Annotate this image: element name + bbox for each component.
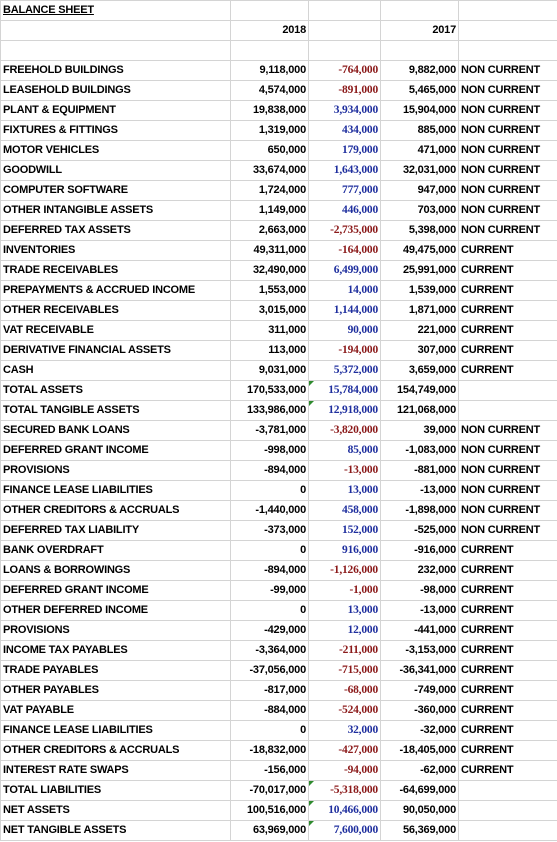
difference-cell[interactable]: 6,499,000 <box>309 261 381 281</box>
classification-cell[interactable]: CURRENT <box>459 261 557 281</box>
table-row <box>1 341 557 361</box>
difference-cell[interactable]: 13,000 <box>309 481 381 501</box>
difference-cell[interactable]: 10,466,000 <box>309 801 381 821</box>
value-2018-cell[interactable]: 0 <box>231 721 309 741</box>
table-row <box>1 721 557 741</box>
value-2017-cell[interactable]: -525,000 <box>381 521 459 541</box>
classification-cell[interactable]: NON CURRENT <box>459 421 557 441</box>
classification-cell[interactable]: CURRENT <box>459 641 557 661</box>
classification-cell[interactable]: NON CURRENT <box>459 221 557 241</box>
value-2017-cell[interactable]: 39,000 <box>381 421 459 441</box>
classification-cell[interactable]: CURRENT <box>459 341 557 361</box>
difference-cell[interactable]: -764,000 <box>309 61 381 81</box>
classification-cell[interactable]: CURRENT <box>459 321 557 341</box>
value-2018-cell[interactable]: -998,000 <box>231 441 309 461</box>
value-2018-cell[interactable]: 133,986,000 <box>231 401 309 421</box>
sheet-body <box>1 1 557 841</box>
table-row <box>1 561 557 581</box>
account-label-cell[interactable]: CASH <box>1 361 231 381</box>
classification-cell[interactable]: CURRENT <box>459 281 557 301</box>
value-2018-cell[interactable]: -99,000 <box>231 581 309 601</box>
account-label-cell[interactable]: TRADE RECEIVABLES <box>1 261 231 281</box>
difference-cell[interactable]: -891,000 <box>309 81 381 101</box>
table-row <box>1 381 557 401</box>
classification-cell[interactable]: CURRENT <box>459 301 557 321</box>
table-row <box>1 701 557 721</box>
value-2018-cell[interactable]: 9,118,000 <box>231 61 309 81</box>
difference-cell[interactable]: -3,820,000 <box>309 421 381 441</box>
value-2018-cell[interactable]: 49,311,000 <box>231 241 309 261</box>
classification-cell[interactable]: NON CURRENT <box>459 201 557 221</box>
classification-cell[interactable]: NON CURRENT <box>459 441 557 461</box>
account-label-cell[interactable]: SECURED BANK LOANS <box>1 421 231 441</box>
value-2017-cell[interactable]: 947,000 <box>381 181 459 201</box>
difference-cell[interactable]: 12,918,000 <box>309 401 381 421</box>
value-2017-cell[interactable]: 3,659,000 <box>381 361 459 381</box>
value-2017-cell[interactable]: 221,000 <box>381 321 459 341</box>
table-row <box>1 121 557 141</box>
account-label-cell[interactable]: PLANT & EQUIPMENT <box>1 101 231 121</box>
account-label-cell[interactable]: OTHER PAYABLES <box>1 681 231 701</box>
classification-cell[interactable]: CURRENT <box>459 361 557 381</box>
value-2018-cell[interactable]: 1,553,000 <box>231 281 309 301</box>
account-label-cell[interactable]: DEFERRED GRANT INCOME <box>1 441 231 461</box>
value-2018-cell[interactable]: 311,000 <box>231 321 309 341</box>
classification-cell[interactable] <box>459 801 557 821</box>
table-row <box>1 621 557 641</box>
value-2017-cell[interactable]: 154,749,000 <box>381 381 459 401</box>
classification-cell[interactable]: CURRENT <box>459 561 557 581</box>
account-label-cell[interactable]: FINANCE LEASE LIABILITIES <box>1 721 231 741</box>
table-row <box>1 661 557 681</box>
value-2018-cell[interactable]: -37,056,000 <box>231 661 309 681</box>
classification-cell[interactable]: CURRENT <box>459 741 557 761</box>
table-row <box>1 61 557 81</box>
value-2017-cell[interactable]: -749,000 <box>381 681 459 701</box>
value-2018-cell[interactable]: 63,969,000 <box>231 821 309 841</box>
classification-cell[interactable] <box>459 381 557 401</box>
account-label-cell[interactable]: FREEHOLD BUILDINGS <box>1 61 231 81</box>
account-label-cell[interactable]: VAT PAYABLE <box>1 701 231 721</box>
value-2018-cell[interactable]: -429,000 <box>231 621 309 641</box>
value-2017-cell[interactable]: 49,475,000 <box>381 241 459 261</box>
difference-cell[interactable]: -13,000 <box>309 461 381 481</box>
table-row <box>1 441 557 461</box>
account-label-cell[interactable]: FIXTURES & FITTINGS <box>1 121 231 141</box>
account-label-cell[interactable]: DEFERRED GRANT INCOME <box>1 581 231 601</box>
value-2018-cell[interactable]: 32,490,000 <box>231 261 309 281</box>
difference-cell[interactable]: 916,000 <box>309 541 381 561</box>
value-2017-cell[interactable]: 471,000 <box>381 141 459 161</box>
account-label-cell[interactable]: GOODWILL <box>1 161 231 181</box>
table-row <box>1 101 557 121</box>
sheet-title[interactable]: BALANCE SHEET <box>1 1 231 21</box>
account-label-cell[interactable]: MOTOR VEHICLES <box>1 141 231 161</box>
account-label-cell[interactable]: TOTAL LIABILITIES <box>1 781 231 801</box>
value-2018-cell[interactable]: 9,031,000 <box>231 361 309 381</box>
empty-cell[interactable] <box>381 41 459 61</box>
account-label-cell[interactable]: TRADE PAYABLES <box>1 661 231 681</box>
classification-cell[interactable]: NON CURRENT <box>459 501 557 521</box>
difference-cell[interactable]: 458,000 <box>309 501 381 521</box>
value-2018-cell[interactable]: 4,574,000 <box>231 81 309 101</box>
value-2018-cell[interactable]: 0 <box>231 541 309 561</box>
account-label-cell[interactable]: DEFERRED TAX LIABILITY <box>1 521 231 541</box>
year-2017-header[interactable]: 2017 <box>381 21 459 41</box>
difference-cell[interactable]: -68,000 <box>309 681 381 701</box>
difference-cell[interactable]: -194,000 <box>309 341 381 361</box>
account-label-cell[interactable]: OTHER CREDITORS & ACCRUALS <box>1 501 231 521</box>
table-row <box>1 481 557 501</box>
value-2017-cell[interactable]: -36,341,000 <box>381 661 459 681</box>
value-2018-cell[interactable]: 2,663,000 <box>231 221 309 241</box>
value-2017-cell[interactable]: 32,031,000 <box>381 161 459 181</box>
difference-cell[interactable]: -211,000 <box>309 641 381 661</box>
table-row <box>1 361 557 381</box>
value-2017-cell[interactable]: -360,000 <box>381 701 459 721</box>
value-2018-cell[interactable]: -884,000 <box>231 701 309 721</box>
classification-cell[interactable]: CURRENT <box>459 761 557 781</box>
value-2018-cell[interactable]: 1,724,000 <box>231 181 309 201</box>
value-2017-cell[interactable]: -18,405,000 <box>381 741 459 761</box>
account-label-cell[interactable]: PROVISIONS <box>1 461 231 481</box>
difference-cell[interactable]: 13,000 <box>309 601 381 621</box>
empty-cell[interactable] <box>459 21 557 41</box>
difference-cell[interactable]: -715,000 <box>309 661 381 681</box>
empty-cell[interactable] <box>231 1 309 21</box>
value-2018-cell[interactable]: 19,838,000 <box>231 101 309 121</box>
account-label-cell[interactable]: OTHER CREDITORS & ACCRUALS <box>1 741 231 761</box>
table-row <box>1 761 557 781</box>
classification-cell[interactable]: NON CURRENT <box>459 121 557 141</box>
value-2017-cell[interactable]: 1,871,000 <box>381 301 459 321</box>
value-2017-cell[interactable]: -64,699,000 <box>381 781 459 801</box>
title-row <box>1 1 557 21</box>
classification-cell[interactable]: NON CURRENT <box>459 141 557 161</box>
value-2017-cell[interactable]: 232,000 <box>381 561 459 581</box>
value-2018-cell[interactable]: -156,000 <box>231 761 309 781</box>
account-label-cell[interactable]: TOTAL TANGIBLE ASSETS <box>1 401 231 421</box>
difference-cell[interactable]: -1,126,000 <box>309 561 381 581</box>
empty-cell[interactable] <box>1 21 231 41</box>
account-label-cell[interactable]: FINANCE LEASE LIABILITIES <box>1 481 231 501</box>
classification-cell[interactable]: CURRENT <box>459 241 557 261</box>
value-2017-cell[interactable]: 9,882,000 <box>381 61 459 81</box>
account-label-cell[interactable]: TOTAL ASSETS <box>1 381 231 401</box>
account-label-cell[interactable]: LOANS & BORROWINGS <box>1 561 231 581</box>
difference-cell[interactable]: -5,318,000 <box>309 781 381 801</box>
classification-cell[interactable]: NON CURRENT <box>459 481 557 501</box>
empty-cell[interactable] <box>459 41 557 61</box>
value-2018-cell[interactable]: 33,674,000 <box>231 161 309 181</box>
account-label-cell[interactable]: VAT RECEIVABLE <box>1 321 231 341</box>
value-2018-cell[interactable]: -894,000 <box>231 561 309 581</box>
difference-cell[interactable]: -164,000 <box>309 241 381 261</box>
value-2018-cell[interactable]: 1,319,000 <box>231 121 309 141</box>
value-2017-cell[interactable]: -916,000 <box>381 541 459 561</box>
classification-cell[interactable]: NON CURRENT <box>459 181 557 201</box>
value-2018-cell[interactable]: -894,000 <box>231 461 309 481</box>
empty-cell[interactable] <box>309 41 381 61</box>
table-row <box>1 301 557 321</box>
account-label-cell[interactable]: LEASEHOLD BUILDINGS <box>1 81 231 101</box>
table-row <box>1 641 557 661</box>
difference-cell[interactable]: -2,735,000 <box>309 221 381 241</box>
difference-cell[interactable]: 32,000 <box>309 721 381 741</box>
account-label-cell[interactable]: OTHER RECEIVABLES <box>1 301 231 321</box>
value-2017-cell[interactable]: -881,000 <box>381 461 459 481</box>
classification-cell[interactable]: CURRENT <box>459 621 557 641</box>
year-header-row <box>1 21 557 41</box>
classification-cell[interactable]: NON CURRENT <box>459 521 557 541</box>
value-2017-cell[interactable]: 56,369,000 <box>381 821 459 841</box>
value-2017-cell[interactable]: 1,539,000 <box>381 281 459 301</box>
table-row <box>1 601 557 621</box>
account-label-cell[interactable]: BANK OVERDRAFT <box>1 541 231 561</box>
classification-cell[interactable]: NON CURRENT <box>459 161 557 181</box>
table-row <box>1 81 557 101</box>
table-row <box>1 461 557 481</box>
value-2018-cell[interactable]: -18,832,000 <box>231 741 309 761</box>
value-2018-cell[interactable]: -373,000 <box>231 521 309 541</box>
difference-cell[interactable]: -524,000 <box>309 701 381 721</box>
difference-cell[interactable]: -94,000 <box>309 761 381 781</box>
account-label-cell[interactable]: NET ASSETS <box>1 801 231 821</box>
table-row <box>1 421 557 441</box>
value-2018-cell[interactable]: 100,516,000 <box>231 801 309 821</box>
difference-cell[interactable]: 3,934,000 <box>309 101 381 121</box>
empty-cell[interactable] <box>459 1 557 21</box>
account-label-cell[interactable]: INTEREST RATE SWAPS <box>1 761 231 781</box>
account-label-cell[interactable]: INCOME TAX PAYABLES <box>1 641 231 661</box>
table-row <box>1 181 557 201</box>
value-2017-cell[interactable]: -32,000 <box>381 721 459 741</box>
difference-cell[interactable]: 446,000 <box>309 201 381 221</box>
difference-cell[interactable]: 85,000 <box>309 441 381 461</box>
value-2017-cell[interactable]: 121,068,000 <box>381 401 459 421</box>
table-row <box>1 401 557 421</box>
account-label-cell[interactable]: OTHER INTANGIBLE ASSETS <box>1 201 231 221</box>
table-row <box>1 321 557 341</box>
value-2018-cell[interactable]: 113,000 <box>231 341 309 361</box>
empty-cell[interactable] <box>309 21 381 41</box>
value-2018-cell[interactable]: -3,364,000 <box>231 641 309 661</box>
classification-cell[interactable] <box>459 401 557 421</box>
account-label-cell[interactable]: DERIVATIVE FINANCIAL ASSETS <box>1 341 231 361</box>
table-row <box>1 521 557 541</box>
difference-cell[interactable]: -427,000 <box>309 741 381 761</box>
classification-cell[interactable]: NON CURRENT <box>459 101 557 121</box>
table-row <box>1 541 557 561</box>
classification-cell[interactable]: CURRENT <box>459 601 557 621</box>
empty-cell[interactable] <box>309 1 381 21</box>
value-2017-cell[interactable]: -98,000 <box>381 581 459 601</box>
account-label-cell[interactable]: NET TANGIBLE ASSETS <box>1 821 231 841</box>
table-row <box>1 581 557 601</box>
table-row <box>1 801 557 821</box>
account-label-cell[interactable]: OTHER DEFERRED INCOME <box>1 601 231 621</box>
table-row <box>1 221 557 241</box>
classification-cell[interactable]: CURRENT <box>459 541 557 561</box>
classification-cell[interactable]: CURRENT <box>459 721 557 741</box>
classification-cell[interactable]: NON CURRENT <box>459 461 557 481</box>
classification-cell[interactable]: CURRENT <box>459 681 557 701</box>
difference-cell[interactable]: 777,000 <box>309 181 381 201</box>
classification-cell[interactable]: CURRENT <box>459 661 557 681</box>
value-2018-cell[interactable]: -3,781,000 <box>231 421 309 441</box>
classification-cell[interactable] <box>459 821 557 841</box>
value-2017-cell[interactable]: -13,000 <box>381 601 459 621</box>
table-row <box>1 141 557 161</box>
difference-cell[interactable]: 14,000 <box>309 281 381 301</box>
difference-cell[interactable]: 434,000 <box>309 121 381 141</box>
value-2018-cell[interactable]: 0 <box>231 481 309 501</box>
value-2017-cell[interactable]: 5,465,000 <box>381 81 459 101</box>
value-2017-cell[interactable]: 703,000 <box>381 201 459 221</box>
value-2018-cell[interactable]: 170,533,000 <box>231 381 309 401</box>
value-2018-cell[interactable]: 650,000 <box>231 141 309 161</box>
difference-cell[interactable]: 179,000 <box>309 141 381 161</box>
table-row <box>1 681 557 701</box>
value-2017-cell[interactable]: 90,050,000 <box>381 801 459 821</box>
value-2017-cell[interactable]: 307,000 <box>381 341 459 361</box>
table-row <box>1 781 557 801</box>
value-2017-cell[interactable]: -62,000 <box>381 761 459 781</box>
table-row <box>1 161 557 181</box>
classification-cell[interactable]: NON CURRENT <box>459 81 557 101</box>
table-row <box>1 281 557 301</box>
classification-cell[interactable]: CURRENT <box>459 581 557 601</box>
value-2017-cell[interactable]: -1,898,000 <box>381 501 459 521</box>
table-row <box>1 201 557 221</box>
value-2017-cell[interactable]: -1,083,000 <box>381 441 459 461</box>
account-label-cell[interactable]: INVENTORIES <box>1 241 231 261</box>
difference-cell[interactable]: 15,784,000 <box>309 381 381 401</box>
difference-cell[interactable]: 1,144,000 <box>309 301 381 321</box>
value-2017-cell[interactable]: -3,153,000 <box>381 641 459 661</box>
difference-cell[interactable]: 7,600,000 <box>309 821 381 841</box>
value-2018-cell[interactable]: -817,000 <box>231 681 309 701</box>
table-row <box>1 501 557 521</box>
table-row <box>1 821 557 841</box>
difference-cell[interactable]: 90,000 <box>309 321 381 341</box>
value-2018-cell[interactable]: 0 <box>231 601 309 621</box>
difference-cell[interactable]: 5,372,000 <box>309 361 381 381</box>
classification-cell[interactable]: NON CURRENT <box>459 61 557 81</box>
value-2017-cell[interactable]: 15,904,000 <box>381 101 459 121</box>
value-2018-cell[interactable]: -70,017,000 <box>231 781 309 801</box>
empty-cell[interactable] <box>1 41 231 61</box>
empty-cell[interactable] <box>231 41 309 61</box>
table-row <box>1 261 557 281</box>
value-2017-cell[interactable]: -441,000 <box>381 621 459 641</box>
value-2017-cell[interactable]: 5,398,000 <box>381 221 459 241</box>
account-label-cell[interactable]: PREPAYMENTS & ACCRUED INCOME <box>1 281 231 301</box>
value-2017-cell[interactable]: -13,000 <box>381 481 459 501</box>
value-2018-cell[interactable]: 1,149,000 <box>231 201 309 221</box>
empty-cell[interactable] <box>381 1 459 21</box>
difference-cell[interactable]: 12,000 <box>309 621 381 641</box>
table-row <box>1 741 557 761</box>
account-label-cell[interactable]: PROVISIONS <box>1 621 231 641</box>
difference-cell[interactable]: -1,000 <box>309 581 381 601</box>
classification-cell[interactable] <box>459 781 557 801</box>
difference-cell[interactable]: 152,000 <box>309 521 381 541</box>
value-2017-cell[interactable]: 25,991,000 <box>381 261 459 281</box>
classification-cell[interactable]: CURRENT <box>459 701 557 721</box>
value-2018-cell[interactable]: 3,015,000 <box>231 301 309 321</box>
year-2018-header[interactable]: 2018 <box>231 21 309 41</box>
account-label-cell[interactable]: COMPUTER SOFTWARE <box>1 181 231 201</box>
account-label-cell[interactable]: DEFERRED TAX ASSETS <box>1 221 231 241</box>
difference-cell[interactable]: 1,643,000 <box>309 161 381 181</box>
table-row <box>1 241 557 261</box>
value-2017-cell[interactable]: 885,000 <box>381 121 459 141</box>
spacer-row <box>1 41 557 61</box>
value-2018-cell[interactable]: -1,440,000 <box>231 501 309 521</box>
